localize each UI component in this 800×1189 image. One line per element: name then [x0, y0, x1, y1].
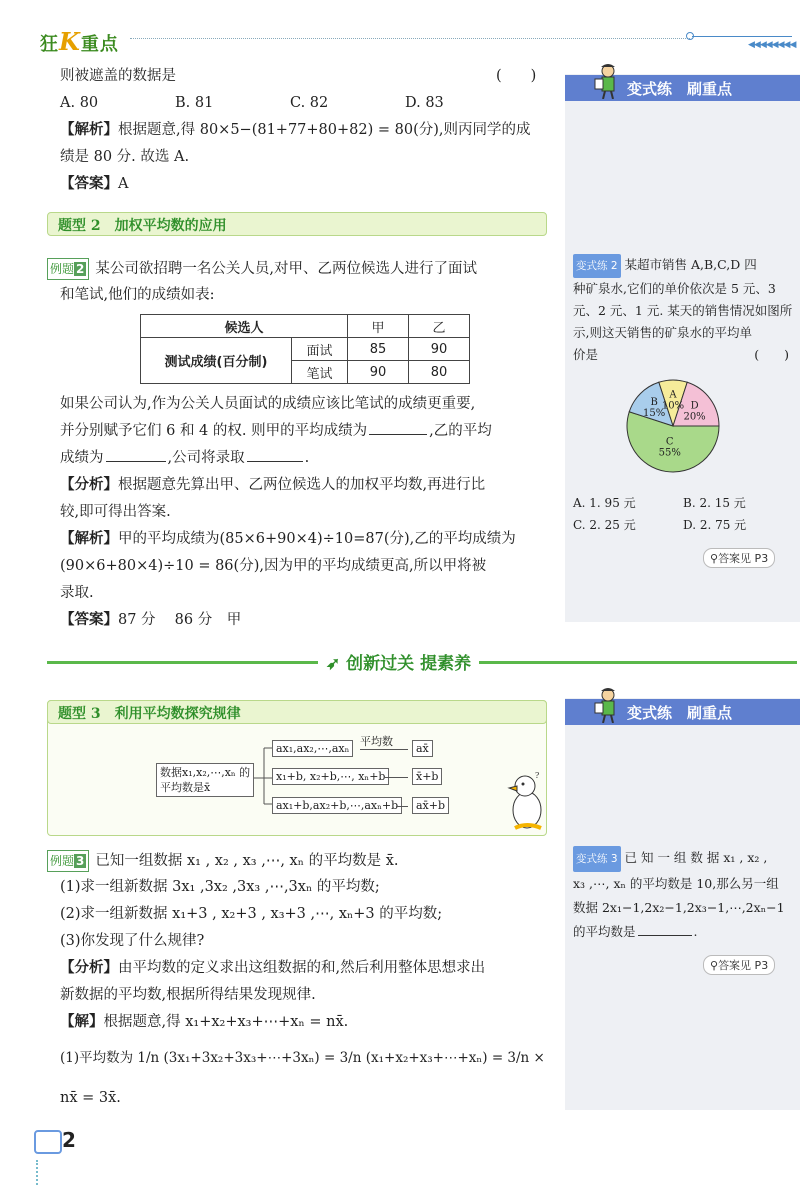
page-marker-icon: [34, 1130, 62, 1154]
flow-box-top: ax₁,ax₂,⋯,axₙ: [272, 740, 353, 757]
ex2-solution-2: (90×6+80×4)÷10 = 86(分),因为甲的平均成绩更高,所以甲将被: [60, 558, 487, 574]
example-tag: 例题 2: [47, 258, 89, 280]
ex3-q3: (3)你发现了什么规律?: [60, 933, 205, 949]
pie-chart: [625, 378, 721, 474]
ex2-analysis-2: 较,即可得出答案.: [60, 504, 171, 520]
pie-text-d: 20%: [683, 411, 706, 423]
page-number: 2: [62, 1128, 76, 1152]
side-question-2: 变式练 2 某超市销售 A,B,C,D 四 种矿泉水,它们的单价依次是 5 元、3 元、2 元、1 元. 某天的销售情况如图所 示,则这天销售的矿泉水的平均单 价是 ( ): [573, 254, 795, 366]
ex3-solution-3: nx̄ = 3x̄.: [60, 1090, 121, 1106]
pie-label-b: B: [650, 397, 658, 409]
student-icon: [593, 63, 623, 99]
rocket-icon: ➶: [326, 654, 341, 674]
key-icon: ⚲: [710, 959, 719, 972]
flow-arrow-bot: [396, 806, 408, 807]
ex3-solution: 【解】根据题意,得 x₁+x₂+x₃+⋯+xₙ = nx̄.: [60, 1013, 349, 1030]
side-panel-1-header: 变式练 刷重点: [565, 75, 800, 101]
pie-text-c: 55%: [658, 447, 681, 459]
pie-label-c: C: [665, 436, 674, 448]
section-type-3: 题型 3 利用平均数探究规律: [47, 700, 547, 836]
flow-arrow-top: [360, 749, 408, 750]
margin-rule: [36, 1160, 38, 1185]
svg-text:?: ?: [535, 771, 540, 780]
prev-analysis-2: 绩是 80 分. 故选 A.: [60, 149, 190, 165]
example-tag: 例题 3: [47, 850, 89, 872]
ex2-question-1: 如果公司认为,作为公关人员面试的成绩应该比笔试的成绩更重要,: [60, 396, 476, 412]
ex2-question-2: 并分别赋予它们 6 和 4 的权. 则甲的平均成绩为 ,乙的平均: [60, 423, 492, 439]
section-type-2: 题型 2 加权平均数的应用: [47, 212, 547, 236]
pie-text-a: 10%: [661, 400, 685, 412]
prev-analysis: 【解析】根据题意,得 80×5−(81+77+80+82) = 80(分),则丙同学的成: [60, 121, 531, 138]
side-panel-2-header: 变式练 刷重点: [565, 699, 800, 725]
example-2-line2: 和笔试,他们的成绩如表:: [60, 287, 215, 303]
key-icon: ⚲: [710, 552, 719, 565]
example-3-line1: 例题 3 已知一组数据 x₁ , x₂ , x₃ ,⋯, xₙ 的平均数是 x̄.: [47, 850, 399, 872]
prev-question-stem: 则被遮盖的数据是: [60, 68, 176, 84]
ex2-analysis: 【分析】根据题意先算出甲、乙两位候选人的加权平均数,再进行比: [60, 476, 486, 493]
student-icon: [593, 687, 623, 723]
option-b: B. 2. 15 元: [683, 496, 746, 510]
flow-result-top: ax̄: [412, 740, 433, 757]
flow-box-mid: x₁+b, x₂+b,⋯, xₙ+b: [272, 768, 389, 785]
option-d: D. 2. 75 元: [683, 518, 747, 532]
side-options: [573, 492, 793, 536]
side-tag: 变式练 3: [573, 846, 621, 872]
prev-options: A. 80 B. 81 C. 82 D. 83: [60, 95, 444, 111]
ex3-solution-2: (1)平均数为 1/n (3x₁+3x₂+3x₃+⋯+3xₙ) = 3/n (x₁+x₂+x₃+⋯+xₙ) = 3/n ×: [60, 1050, 545, 1066]
thinking-bird-icon: [505, 770, 547, 832]
ex2-solution-3: 录取.: [60, 585, 94, 601]
answer-ref-button[interactable]: ⚲答案见 P3: [703, 548, 775, 568]
option-c: C. 2. 25 元: [573, 518, 636, 532]
flow-arrow-mid: [384, 777, 408, 778]
prev-answer: 【答案】A: [60, 175, 129, 192]
brand-logo: 狂K重点: [40, 27, 119, 56]
answer-ref-button[interactable]: ⚲答案见 P3: [703, 955, 775, 975]
pie-label-d: D: [690, 400, 699, 412]
ex3-q1: (1)求一组新数据 3x₁ ,3x₂ ,3x₃ ,⋯,3xₙ 的平均数;: [60, 879, 380, 895]
flow-label: 平均数: [360, 735, 393, 748]
header-dotted-rule: [130, 38, 690, 39]
header-rule: [692, 36, 792, 37]
ex2-answer: 【答案】87 分 86 分 甲: [60, 611, 242, 628]
example-2-line1: 例题 2 某公司欲招聘一名公关人员,对甲、乙两位候选人进行了面试: [47, 258, 477, 280]
prev-question-paren: ( ): [496, 68, 537, 84]
ex3-analysis-2: 新数据的平均数,根据所得结果发现规律.: [60, 987, 316, 1003]
flow-start: 数据x₁,x₂,⋯,xₙ 的 平均数是x̄: [156, 763, 254, 797]
option-a: A. 1. 95 元: [573, 496, 636, 510]
ex2-question-3: 成绩为 ,公司将录取 .: [60, 450, 310, 466]
header-arrows-icon: ◀◀◀◀◀◀◀◀: [748, 40, 796, 50]
pie-text-b: 15%: [643, 408, 666, 420]
side-tag: 变式练 2: [573, 254, 621, 278]
side-question-3: 变式练 3 已 知 一 组 数 据 x₁ , x₂ , x₃ ,⋯, xₙ 的平均数是 10,那么另一组 数据 2x₁−1,2x₂−1,2x₃−1,⋯,2xₙ−1 的平均数是 .: [573, 846, 795, 944]
flow-result-bot: ax̄+b: [412, 797, 449, 814]
flow-box-bot: ax₁+b,ax₂+b,⋯,axₙ+b: [272, 797, 402, 814]
ex2-solution: 【解析】甲的平均成绩为(85×6+90×4)÷10=87(分),乙的平均成绩为: [60, 530, 516, 547]
flow-result-mid: x̄+b: [412, 768, 442, 785]
score-table: 候选人 甲 乙 测试成绩(百分制) 面试 85 90 笔试 90 80: [140, 314, 470, 384]
ex3-analysis: 【分析】由平均数的定义求出这组数据的和,然后利用整体思想求出: [60, 959, 486, 976]
ex3-q2: (2)求一组新数据 x₁+3 , x₂+3 , x₃+3 ,⋯, xₙ+3 的平均数;: [60, 906, 443, 922]
pie-label-a: A: [669, 389, 677, 401]
divider-title: ➶ 创新过关 提素养: [318, 649, 479, 674]
